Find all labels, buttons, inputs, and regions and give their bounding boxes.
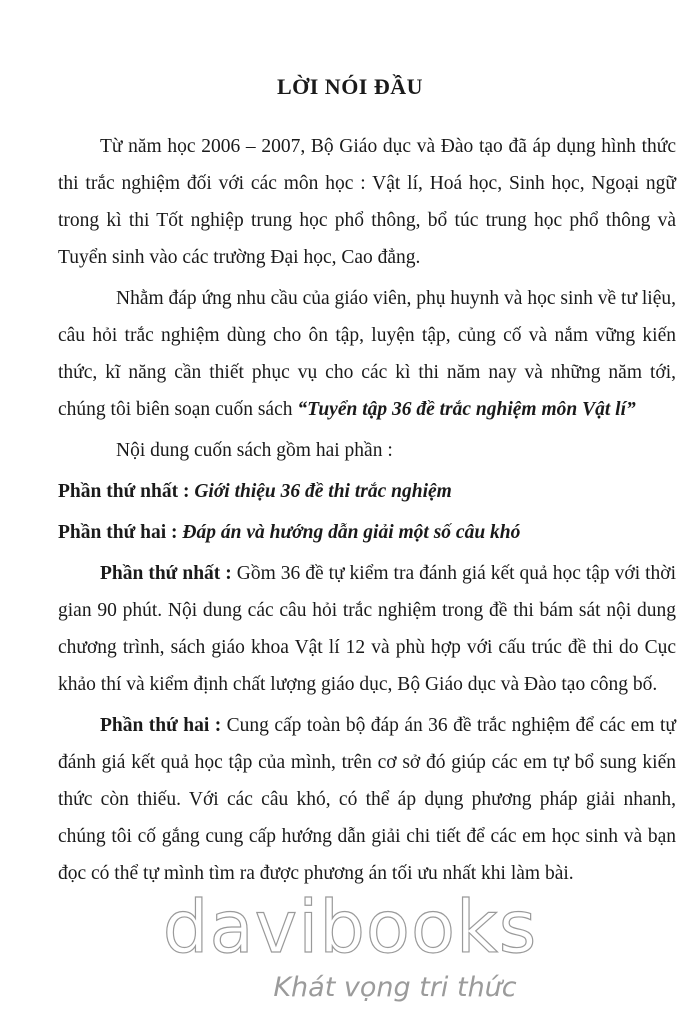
part-two-desc-label: Phần thứ hai : <box>100 715 222 736</box>
part-two-desc-text: Cung cấp toàn bộ đáp án 36 đề trắc nghiệm để các em tự đánh giá kết quả học tập của mình, trên cơ sở đó giúp các em tự bổ sung kiến thức còn thiếu. Với các câu khó, có thể áp dụng phương pháp giải nhanh, chúng tôi cố gắng cung cấp hướng dẫn giải chi tiết để các em học sinh và bạn đọc có thể tự mình tìm ra được phương án tối ưu nhất khi làm bài. <box>58 715 676 884</box>
book-title: “Tuyển tập 36 đề trắc nghiệm môn Vật lí” <box>297 399 636 420</box>
part-one-heading <box>58 473 676 510</box>
watermark-logo: davibooks <box>162 885 538 969</box>
paragraph-purpose <box>58 280 676 428</box>
watermark-tagline: Khát vọng tri thức <box>273 972 517 1003</box>
part-one-desc-label: Phần thứ nhất : <box>100 563 232 584</box>
part-one-desc-text: Gồm 36 đề tự kiểm tra đánh giá kết quả học tập với thời gian 90 phút. Nội dung các câu hỏi trắc nghiệm trong đề thi bám sát nội dung chương trình, sách giáo khoa Vật lí 12 và phù hợp với cấu trúc đề thi do Cục khảo thí và kiểm định chất lượng giáo dục, Bộ Giáo dục và Đào tạo công bố. <box>58 563 676 695</box>
page-title: LỜI NÓI ĐẦU <box>276 74 424 99</box>
paragraph-part-two <box>58 707 676 892</box>
paragraph-intro: Từ năm học 2006 – 2007, Bộ Giáo dục và Đào tạo đã áp dụng hình thức thi trắc nghiệm đối với các môn học : Vật lí, Hoá học, Sinh học, Ngoại ngữ trong kì thi Tốt nghiệp trung học phổ thông, bổ túc trung học phổ thông và Tuyển sinh vào các trường Đại học, Cao đẳng. <box>58 136 676 268</box>
part-one-title: Giới thiệu 36 đề thi trắc nghiệm <box>194 481 452 502</box>
paragraph-part-one <box>58 555 676 703</box>
part-one-label: Phần thứ nhất : <box>58 481 190 502</box>
paragraph-contents: Nội dung cuốn sách gồm hai phần : <box>116 440 393 461</box>
part-two-heading <box>58 514 676 551</box>
purpose-text: Nhằm đáp ứng nhu cầu của giáo viên, phụ huynh và học sinh về tư liệu, câu hỏi trắc nghiệm dùng cho ôn tập, luyện tập, củng cố và nắm vững kiến thức, kĩ năng cần thiết phục vụ cho các kì thi năm nay và những năm tới, chúng tôi biên soạn cuốn sách <box>58 288 676 420</box>
part-two-label: Phần thứ hai : <box>58 522 178 543</box>
preface-body <box>58 128 676 892</box>
part-two-title: Đáp án và hướng dẫn giải một số câu khó <box>182 522 521 543</box>
